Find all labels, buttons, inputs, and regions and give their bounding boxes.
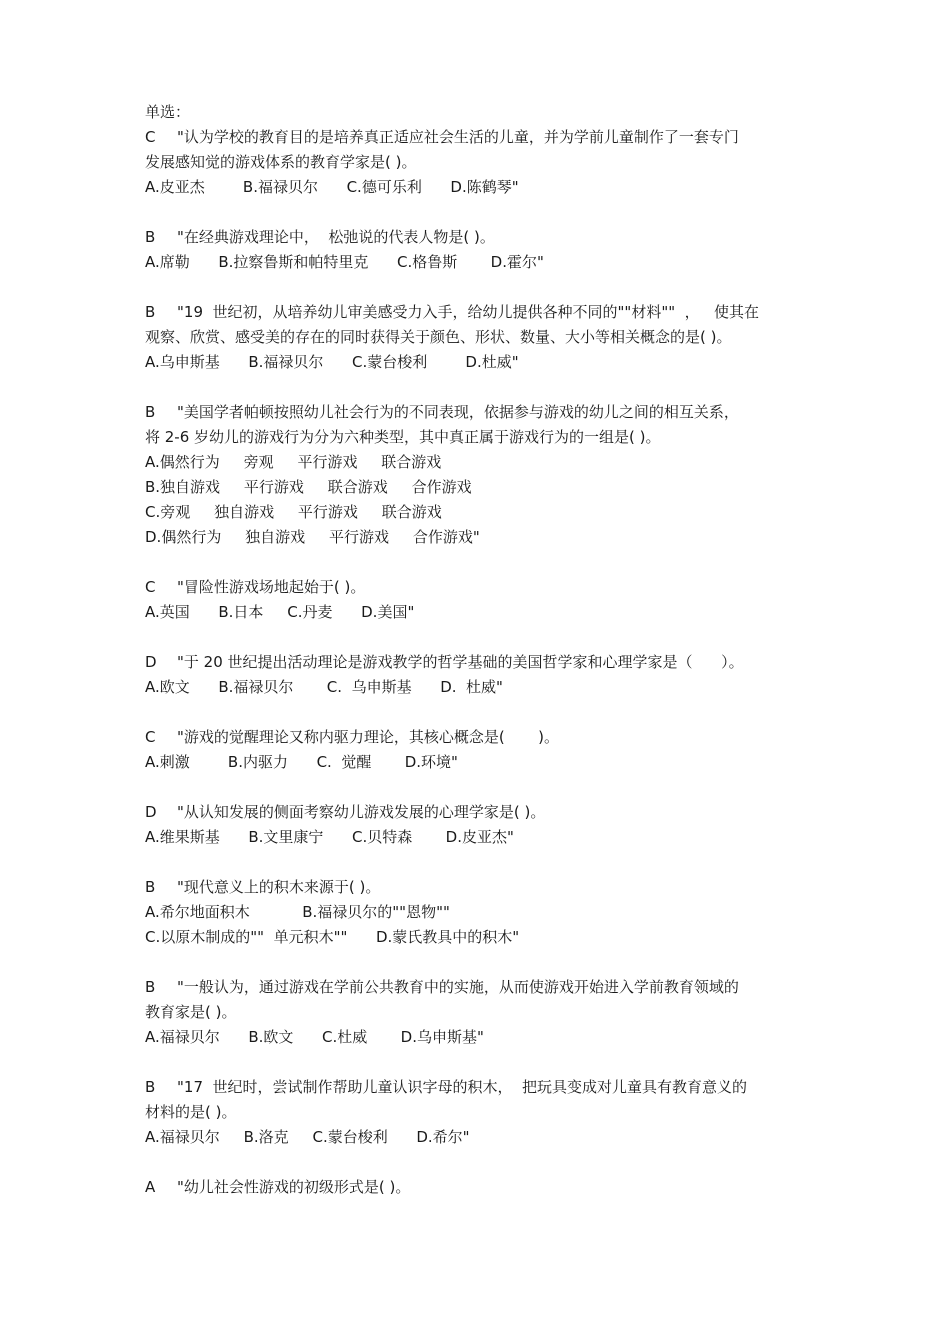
question-item	[145, 875, 810, 950]
question-stem-line	[145, 725, 810, 750]
question-stem-line	[145, 975, 810, 1000]
question-line	[145, 825, 810, 850]
line-text: C.以原木制成的"" 单元积木"" D.蒙氏教具中的积木"	[145, 928, 520, 946]
question-line	[145, 1025, 810, 1050]
line-text: "19 世纪初，从培养幼儿审美感受力入手，给幼儿提供各种不同的""材料"" ， 使其在	[177, 303, 759, 321]
question-line	[145, 750, 810, 775]
question-stem-line	[145, 300, 810, 325]
question-item	[145, 125, 810, 200]
answer-key: D	[145, 803, 157, 821]
answer-key: B	[145, 878, 156, 896]
answer-key: B	[145, 978, 156, 996]
line-text: A.欧文 B.福禄贝尔 C. 乌申斯基 D. 杜威"	[145, 678, 503, 696]
line-text: B.独自游戏 平行游戏 联合游戏 合作游戏	[145, 478, 472, 496]
line-text: 观察、欣赏、感受美的存在的同时获得关于颜色、形状、数量、大小等相关概念的是( )。	[145, 328, 732, 346]
question-item	[145, 300, 810, 375]
question-stem-line	[145, 400, 810, 425]
document-page	[145, 100, 810, 1225]
question-stem-line	[145, 875, 810, 900]
line-text: A.福禄贝尔 B.洛克 C.蒙台梭利 D.希尔"	[145, 1128, 470, 1146]
line-text: "在经典游戏理论中， 松弛说的代表人物是( )。	[177, 228, 495, 246]
question-stem-line	[145, 1075, 810, 1100]
line-text: "美国学者帕顿按照幼儿社会行为的不同表现，依据参与游戏的幼儿之间的相互关系，	[177, 403, 739, 421]
line-text: "17 世纪时，尝试制作帮助儿童认识字母的积木， 把玩具变成对儿童具有教育意义的	[177, 1078, 748, 1096]
line-text: C.旁观 独自游戏 平行游戏 联合游戏	[145, 503, 442, 521]
line-text: 将 2-6 岁幼儿的游戏行为分为六种类型，其中真正属于游戏行为的一组是( )。	[145, 428, 661, 446]
question-line	[145, 175, 810, 200]
section-heading: 单选：	[145, 103, 191, 121]
question-stem-line	[145, 225, 810, 250]
question-item	[145, 400, 810, 550]
line-text: A.皮亚杰 B.福禄贝尔 C.德可乐利 D.陈鹤琴"	[145, 178, 519, 196]
question-line	[145, 350, 810, 375]
question-item	[145, 725, 810, 775]
question-stem-line	[145, 1175, 810, 1200]
question-stem-line	[145, 650, 810, 675]
question-stem-line	[145, 800, 810, 825]
question-item	[145, 800, 810, 850]
answer-key: B	[145, 303, 156, 321]
question-item	[145, 650, 810, 700]
line-text: A.福禄贝尔 B.欧文 C.杜威 D.乌申斯基"	[145, 1028, 484, 1046]
answer-key: B	[145, 403, 156, 421]
question-line	[145, 675, 810, 700]
question-item	[145, 225, 810, 275]
question-item	[145, 1175, 810, 1200]
question-line	[145, 500, 810, 525]
line-text: D.偶然行为 独自游戏 平行游戏 合作游戏"	[145, 528, 480, 546]
answer-key: C	[145, 578, 156, 596]
question-stem-line	[145, 575, 810, 600]
question-item	[145, 575, 810, 625]
line-text: A.希尔地面积木 B.福禄贝尔的""恩物""	[145, 903, 450, 921]
line-text: A.偶然行为 旁观 平行游戏 联合游戏	[145, 453, 442, 471]
question-line	[145, 1100, 810, 1125]
question-line	[145, 250, 810, 275]
answer-key: D	[145, 653, 157, 671]
answer-key: C	[145, 128, 156, 146]
answer-key: B	[145, 228, 156, 246]
line-text: "现代意义上的积木来源于( )。	[177, 878, 381, 896]
line-text: A.刺激 B.内驱力 C. 觉醒 D.环境"	[145, 753, 458, 771]
line-text: 发展感知觉的游戏体系的教育学家是( )。	[145, 153, 417, 171]
question-line	[145, 150, 810, 175]
question-line	[145, 450, 810, 475]
question-line	[145, 925, 810, 950]
line-text: "一般认为，通过游戏在学前公共教育中的实施，从而使游戏开始进入学前教育领域的	[177, 978, 739, 996]
line-text: "幼儿社会性游戏的初级形式是( )。	[177, 1178, 411, 1196]
question-line	[145, 1125, 810, 1150]
line-text: A.英国 B.日本 C.丹麦 D.美国"	[145, 603, 415, 621]
line-text: A.乌申斯基 B.福禄贝尔 C.蒙台梭利 D.杜威"	[145, 353, 519, 371]
question-stem-line	[145, 125, 810, 150]
question-line	[145, 1000, 810, 1025]
line-text: "从认知发展的侧面考察幼儿游戏发展的心理学家是( )。	[177, 803, 546, 821]
question-line	[145, 425, 810, 450]
question-item	[145, 975, 810, 1050]
line-text: 教育家是( )。	[145, 1003, 237, 1021]
answer-key: A	[145, 1178, 156, 1196]
answer-key: C	[145, 728, 156, 746]
line-text: "于 20 世纪提出活动理论是游戏教学的哲学基础的美国哲学家和心理学家是（ ）。	[177, 653, 744, 671]
question-list	[145, 125, 810, 1200]
line-text: A.席勒 B.拉察鲁斯和帕特里克 C.格鲁斯 D.霍尔"	[145, 253, 544, 271]
line-text: "冒险性游戏场地起始于( )。	[177, 578, 366, 596]
line-text: A.维果斯基 B.文里康宁 C.贝特森 D.皮亚杰"	[145, 828, 514, 846]
question-line	[145, 900, 810, 925]
question-line	[145, 325, 810, 350]
line-text: 材料的是( )。	[145, 1103, 237, 1121]
line-text: "认为学校的教育目的是培养真正适应社会生活的儿童，并为学前儿童制作了一套专门	[177, 128, 739, 146]
question-item	[145, 1075, 810, 1150]
line-text: "游戏的觉醒理论又称内驱力理论，其核心概念是( )。	[177, 728, 559, 746]
question-line	[145, 525, 810, 550]
question-line	[145, 475, 810, 500]
answer-key: B	[145, 1078, 156, 1096]
question-line	[145, 600, 810, 625]
